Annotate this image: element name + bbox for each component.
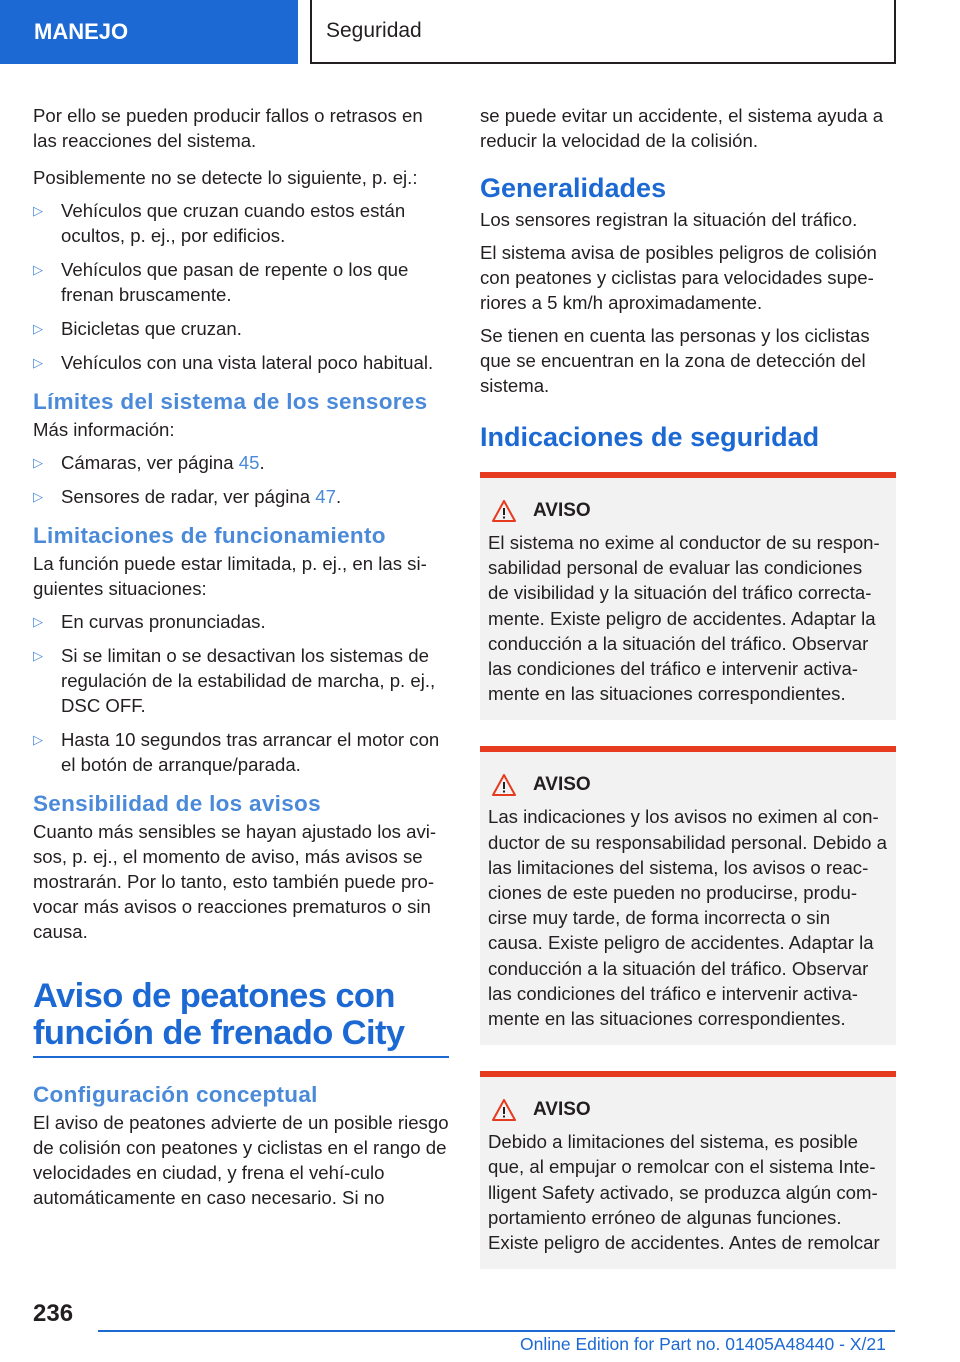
paragraph: Más información: [33, 419, 175, 440]
page-link[interactable]: 45 [238, 452, 260, 473]
section-tab: MANEJO [0, 0, 298, 64]
triangle-bullet-icon: ▷ [33, 455, 43, 470]
triangle-bullet-icon: ▷ [33, 203, 43, 218]
warning-title: AVISO [488, 500, 888, 522]
heading-general: Generalidades [480, 173, 667, 203]
list-item: ▷ Cámaras, ver página 45. [33, 452, 265, 473]
warning-box [480, 472, 896, 720]
paragraph: Los sensores registran la situación del tráfico. [480, 209, 858, 230]
list-item: ▷ Sensores de radar, ver página 47. [33, 486, 342, 507]
list-item: ▷ Vehículos que pasan de repente o los que frenan bruscamente. [33, 259, 409, 305]
warning-triangle-icon [492, 1099, 516, 1121]
warning-text: Debido a limitaciones del sistema, es posible que, al empujar o remolcar con el sistema Inte-lligent Safety activado, se produzca algún com-portamiento erróneo de algunas funciones. Existe peligro de accidentes. Antes de remolcar [488, 1131, 880, 1254]
triangle-bullet-icon: ▷ [33, 355, 43, 370]
footer-rule [98, 1330, 895, 1332]
page-number: 236 [33, 1300, 74, 1327]
undetected-list [33, 198, 449, 375]
list-item: ▷ Si se limitan o se desactivan los sistemas de regulación de la estabilidad de marcha, p. ej., DSC OFF. [33, 645, 436, 716]
list-item: ▷ Hasta 10 segundos tras arrancar el motor con el botón de arranque/parada. [33, 729, 440, 775]
heading-main-section: Aviso de peatones con función de frenado City [33, 977, 405, 1052]
paragraph: se puede evitar un accidente, el sistema ayuda a reducir la velocidad de la colisión. [480, 105, 884, 151]
heading-safety: Indicaciones de seguridad [480, 422, 820, 452]
heading-function-limits: Limitaciones de funcionamiento [33, 523, 386, 548]
paragraph: El sistema avisa de posibles peligros de colisión con peatones y ciclistas para velocidades supe-riores a 5 km/h aproximadamente. [480, 242, 877, 313]
triangle-bullet-icon: ▷ [33, 614, 43, 629]
right-column [480, 103, 896, 1269]
warning-title: AVISO [488, 1099, 888, 1121]
paragraph: El aviso de peatones advierte de un posible riesgo de colisión con peatones y ciclistas en el rango de velocidades en ciudad, y frena el vehí-culo automáticamente en caso necesario. Si no [33, 1112, 449, 1208]
triangle-bullet-icon: ▷ [33, 321, 43, 336]
warning-triangle-icon [492, 774, 516, 796]
triangle-bullet-icon: ▷ [33, 262, 43, 277]
page-link[interactable]: 47 [315, 486, 336, 507]
list-item: ▷ Vehículos con una vista lateral poco habitual. [33, 352, 434, 373]
triangle-bullet-icon: ▷ [33, 489, 43, 504]
warning-title: AVISO [488, 774, 888, 796]
paragraph: Por ello se pueden producir fallos o retrasos en las reacciones del sistema. [33, 105, 423, 151]
warning-text: Las indicaciones y los avisos no eximen al con-ductor de su responsabilidad personal. Debido a las limitaciones del sistema, los avisos o reac-ciones de este pueden no producirse, produ-cirse muy tarde, de forma incorrecta o sin causa. Existe peligro de accidentes. Adaptar la conducción a la situación del tráfico. Observar las condiciones del tráfico e intervenir activa-mente en las situaciones correspondientes. [488, 806, 887, 1030]
limitations-list [33, 609, 449, 777]
heading-rule [33, 1056, 449, 1058]
footer-edition: Online Edition for Part no. 01405A48440 - X/21 [520, 1334, 886, 1354]
heading-warning-sensitivity: Sensibilidad de los avisos [33, 791, 321, 816]
heading-sensor-limits: Límites del sistema de los sensores [33, 389, 428, 414]
paragraph: Se tienen en cuenta las personas y los ciclistas que se encuentran en la zona de detección del sistema. [480, 325, 870, 396]
chapter-title: Seguridad [310, 0, 896, 64]
list-item: ▷ En curvas pronunciadas. [33, 611, 266, 632]
warning-box [480, 746, 896, 1045]
paragraph: La función puede estar limitada, p. ej., en las si-guientes situaciones: [33, 553, 427, 599]
triangle-bullet-icon: ▷ [33, 648, 43, 663]
paragraph: Cuanto más sensibles se hayan ajustado los avi-sos, p. ej., el momento de aviso, más avisos se mostrarán. Por lo tanto, esto también puede pro-vocar más avisos o reacciones prematuros o sin causa. [33, 821, 437, 942]
warning-box [480, 1071, 896, 1269]
paragraph: Posiblemente no se detecte lo siguiente, p. ej.: [33, 167, 418, 188]
warning-text: El sistema no exime al conductor de su respon-sabilidad personal de evaluar las condiciones de visibilidad y la situación del tráfico correcta-mente. Existe peligro de accidentes. Adaptar la conducción a la situación del tráfico. Observar las condiciones del tráfico e intervenir activa-mente en las situaciones correspondientes. [488, 532, 880, 705]
triangle-bullet-icon: ▷ [33, 732, 43, 747]
list-item: ▷ Bicicletas que cruzan. [33, 318, 242, 339]
warning-triangle-icon [492, 500, 516, 522]
list-item: ▷ Vehículos que cruzan cuando estos están ocultos, p. ej., por edificios. [33, 200, 406, 246]
left-column [33, 103, 449, 1222]
reference-list [33, 450, 449, 509]
heading-concept: Configuración conceptual [33, 1082, 318, 1107]
